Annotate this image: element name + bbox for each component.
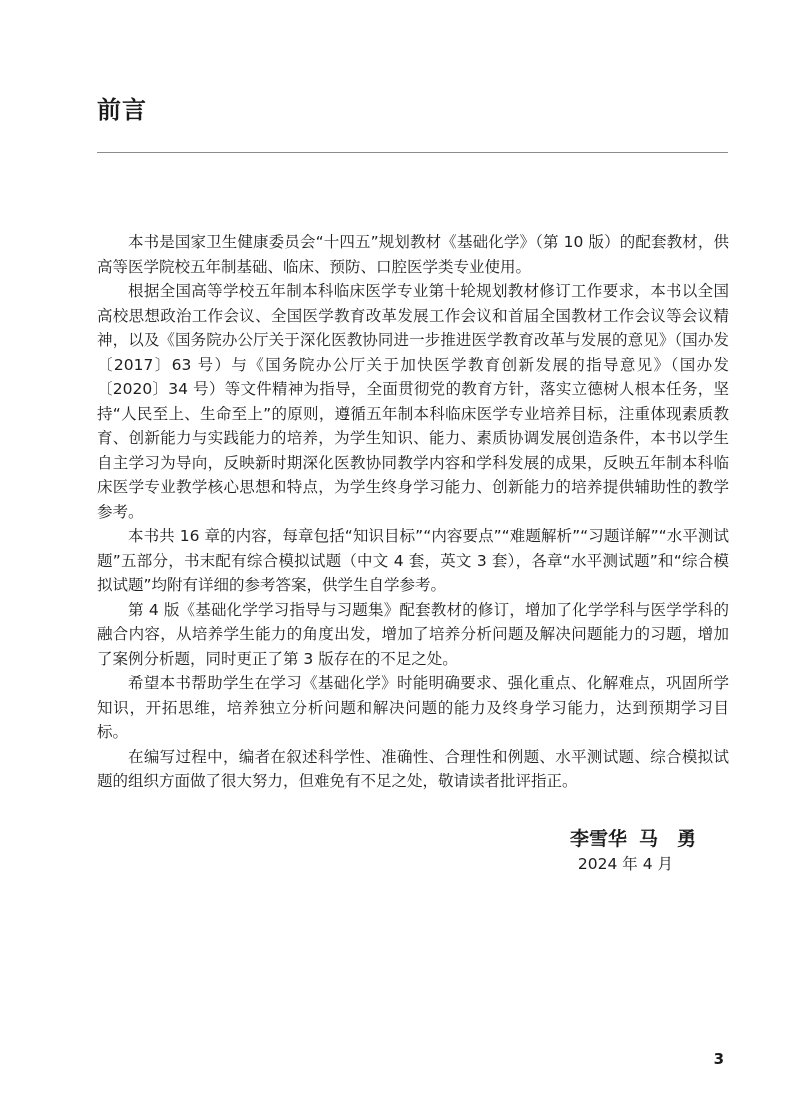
title-divider <box>97 152 728 153</box>
page-number: 3 <box>713 1050 724 1068</box>
paragraph-5: 希望本书帮助学生在学习《基础化学》时能明确要求、强化重点、化解难点，巩固所学知识，开拓思维，培养独立分析问题和解决问题的能力及终身学习能力，达到预期学习目标。 <box>97 674 729 741</box>
paragraph-6: 在编写过程中，编者在叙述科学性、准确性、合理性和例题、水平测试题、综合模拟试题的组织方面做了很大努力，但难免有不足之处，敬请读者批评指正。 <box>97 747 729 790</box>
paragraph-1: 本书是国家卫生健康委员会“十四五”规划教材《基础化学》（第 10 版）的配套教材，供高等医学院校五年制基础、临床、预防、口腔医学类专业使用。 <box>97 233 729 276</box>
author-signature <box>570 826 696 852</box>
author-name-1: 李雪华 <box>569 828 627 850</box>
preface-body <box>97 230 729 794</box>
paragraph-2: 根据全国高等学校五年制本科临床医学专业第十轮规划教材修订工作要求，本书以全国高校思想政治工作会议、全国医学教育改革发展工作会议和首届全国教材工作会议等会议精神，以及《国务院办公厅关于深化医教协同进一步推进医学教育改革与发展的意见》（国办发〔2017〕63 号）与《国务院办公厅关于加快医学教育创新发展的指导意见》（国办发〔2020〕34 号）等文件精神为指导，全面贯彻党的教育方针，落实立德树人根本任务，坚持“人民至上、生命至上”的原则，遵循五年制本科临床医学专业培养目标，注重体现素质教育、创新能力与实践能力的培养，为学生知识、能力、素质协调发展创造条件，本书以学生自主学习为导向，反映新时期深化医教协同教学内容和学科发展的成果，反映五年制本科临床医学专业教学核心思想和特点，为学生终身学习能力、创新能力的培养提供辅助性的教学参考。 <box>97 282 729 521</box>
page-title: 前言 <box>97 96 147 124</box>
author-name-2: 马 勇 <box>638 828 696 850</box>
signature-date: 2024 年 4 月 <box>577 855 673 873</box>
paragraph-4: 第 4 版《基础化学学习指导与习题集》配套教材的修订，增加了化学学科与医学学科的融合内容，从培养学生能力的角度出发，增加了培养分析问题及解决问题能力的习题，增加了案例分析题，同时更正了第 3 版存在的不足之处。 <box>97 600 729 668</box>
paragraph-3: 本书共 16 章的内容，每章包括“知识目标”“内容要点”“难题解析”“习题详解”“水平测试题”五部分，书末配有综合模拟试题（中文 4 套，英文 3 套），各章“水平测试题”和“综合模拟试题”均附有详细的参考答案，供学生自学参考。 <box>97 527 729 594</box>
